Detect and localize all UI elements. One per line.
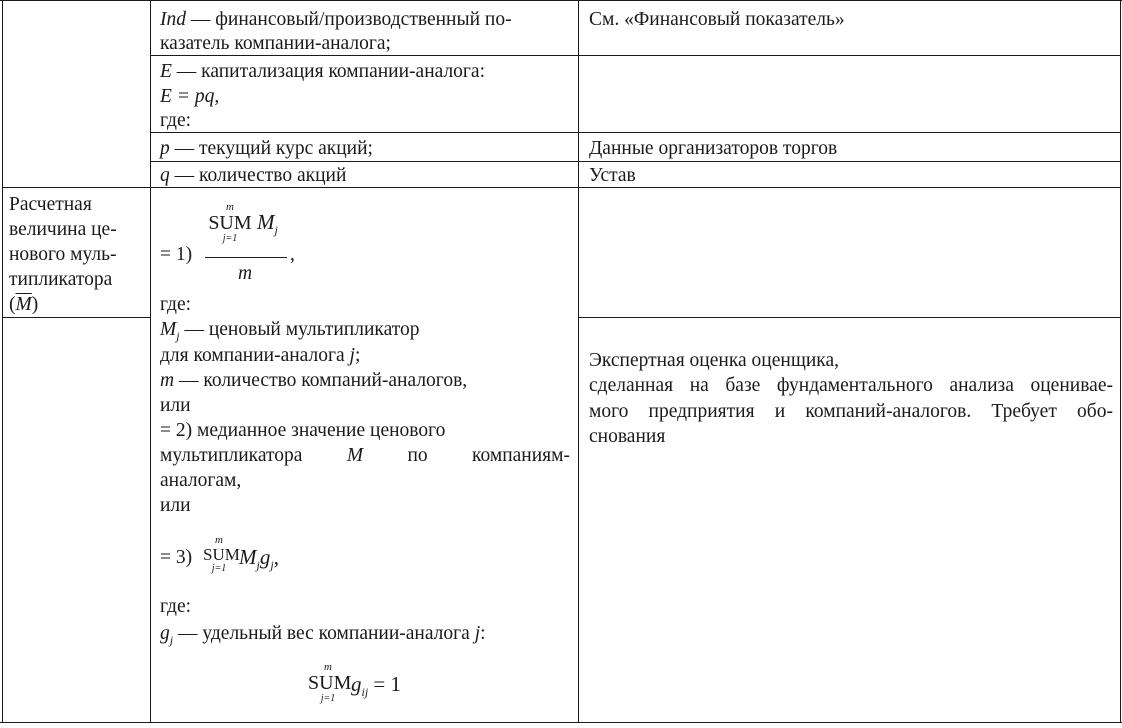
m-var: m [160,370,175,391]
formula1-sum-symbol: SUM [208,212,252,234]
mj-line2-end: ; [354,345,361,366]
formula4-sum-lower: j=1 [320,693,336,704]
formula4-g-sub: ij [361,685,369,699]
q-variable: q [160,165,170,186]
formula1-m-sub: j [274,223,278,237]
gj-definition-text: — удельный вес компании-аналога [173,623,475,644]
gj-definition [160,621,486,648]
table-col-divider-2 [578,0,579,723]
formula2-line2-var: M [346,445,364,466]
row-divider-2 [150,132,1121,133]
formula3-m-sub: j [256,558,260,572]
gj-var2: j [474,623,481,644]
multiplier-name-line1: Расчетная [9,194,92,215]
e-formula: E = pq, [160,86,220,107]
expert-source-line3-w6: обо- [1077,401,1113,422]
e-description-text: — капитализация компании-аналога: [171,61,486,82]
expert-source-line2-w2: на [689,375,709,396]
multiplier-name-line3: нового муль- [9,244,117,265]
table-col-divider-1 [150,0,151,723]
formula1-suffix: , [290,244,295,265]
row-divider-3 [150,161,1121,162]
formula2-line2 [160,443,570,468]
expert-source-line3-w2: предприятия [648,401,755,422]
or-2: или [160,495,191,516]
expert-source-line3-w3: и [774,401,786,422]
table-border-bottom [0,722,1122,723]
table-border-top [0,0,1122,1]
formula1-fraction-bar [205,257,287,258]
formula2-line2-word3: компаниям- [472,445,570,466]
formula3-suffix: , [273,545,279,569]
formula4-sum-symbol: SUM [308,672,352,694]
ind-variable: Ind [160,9,186,30]
e-variable: E [160,61,172,82]
formula3-sum-symbol: SUM [203,545,240,564]
formula2-line2-word2: по [407,445,428,466]
expert-source-line2-w4: фундаментального [776,375,933,396]
formula3-m-var: M [239,545,257,569]
formula3-sum-upper: m [215,534,223,546]
formula4-sum [308,661,352,704]
where-2: где: [160,596,192,617]
formula2-line2-word1: мультипликатора [160,445,303,466]
e-where: где: [160,110,192,131]
p-description [160,136,373,161]
m-definition-text: — количество компаний-аналогов, [174,370,468,391]
m-definition [160,368,467,393]
row-divider-5-right [578,317,1121,318]
expert-source-line3-w5: Требует [991,401,1057,422]
formula3-g-sub: j [270,558,274,572]
q-source: Устав [589,165,636,186]
multiplier-symbol-var: $\overline{M}$ [15,294,32,315]
p-source: Данные организаторов торгов [589,138,838,159]
ind-source: См. «Финансовый показатель» [589,9,845,30]
expert-source-line1: Экспертная оценка оценщика, [589,350,839,371]
multiplier-name-line2: величина це- [9,219,117,240]
row-divider-5-left [2,317,151,318]
mj-definition-line1 [160,317,420,344]
gj-end: : [480,623,486,644]
ind-description-line2: казатель компании-аналога; [160,33,391,54]
ind-description-line1 [160,7,570,32]
expert-source-line3-w1: мого [589,401,629,422]
mj-line2-var: j [349,345,355,366]
expert-source-line2 [589,373,1113,398]
q-description [160,163,346,188]
table-col-divider-left-edge [2,0,3,723]
formula1-m-var: M [257,210,275,234]
p-variable: p [160,138,170,159]
mj-sub: j [176,329,180,343]
ind-description-text: — финансовый/производственный по- [186,9,512,30]
expert-source-line2-w3: базе [725,375,761,396]
p-description-text: — текущий курс акций; [169,138,373,159]
expert-source-line2-w1: сделанная [589,375,674,396]
expert-source-line3-w4: компаний-аналогов. [805,401,972,422]
where-1: где: [160,294,192,315]
or-1: или [160,395,191,416]
mj-line2-text: для компании-аналога [160,345,350,366]
formula1-denominator: m [238,263,253,284]
formula1-sum-lower: j=1 [222,233,238,244]
formula2-line3: аналогам, [160,470,242,491]
gj-sub: j [169,633,174,647]
expert-source-line2-w5: анализа [949,375,1014,396]
table-col-divider-right-edge [1120,0,1121,723]
formula3-terms [239,545,279,573]
formula3-prefix: = 3) [160,547,193,568]
mj-definition-line2 [160,343,360,368]
gj-var: g [160,623,170,644]
mj-var: M [160,319,177,340]
formula1-prefix: = 1) [160,244,193,265]
formula1-numerator-var [257,210,278,238]
expert-source-line3 [589,399,1113,424]
formula3-g-var: g [259,545,271,569]
multiplier-name-line4: типликатора [9,269,113,290]
q-description-text: — количество акций [169,165,347,186]
e-description-line1 [160,59,485,84]
formula1-sum-upper: m [226,201,234,213]
formula3-sum [203,534,240,574]
formula4-rest: = 1 [368,672,402,696]
formula4-g-var: g [351,672,362,696]
formula3-sum-lower: j=1 [211,563,227,574]
mj-definition-text: — ценовый мультипликатор [179,319,420,340]
formula2-line1: = 2) медианное значение ценового [160,420,446,441]
expert-source-line2-w6: оценивае- [1030,375,1113,396]
multiplier-symbol: $(\overline{M})$ [9,294,39,315]
formula4-terms [351,672,401,700]
formula1-numerator-sum [206,202,254,244]
formula4-sum-upper: m [324,661,332,673]
expert-source-line4: снования [589,426,666,447]
